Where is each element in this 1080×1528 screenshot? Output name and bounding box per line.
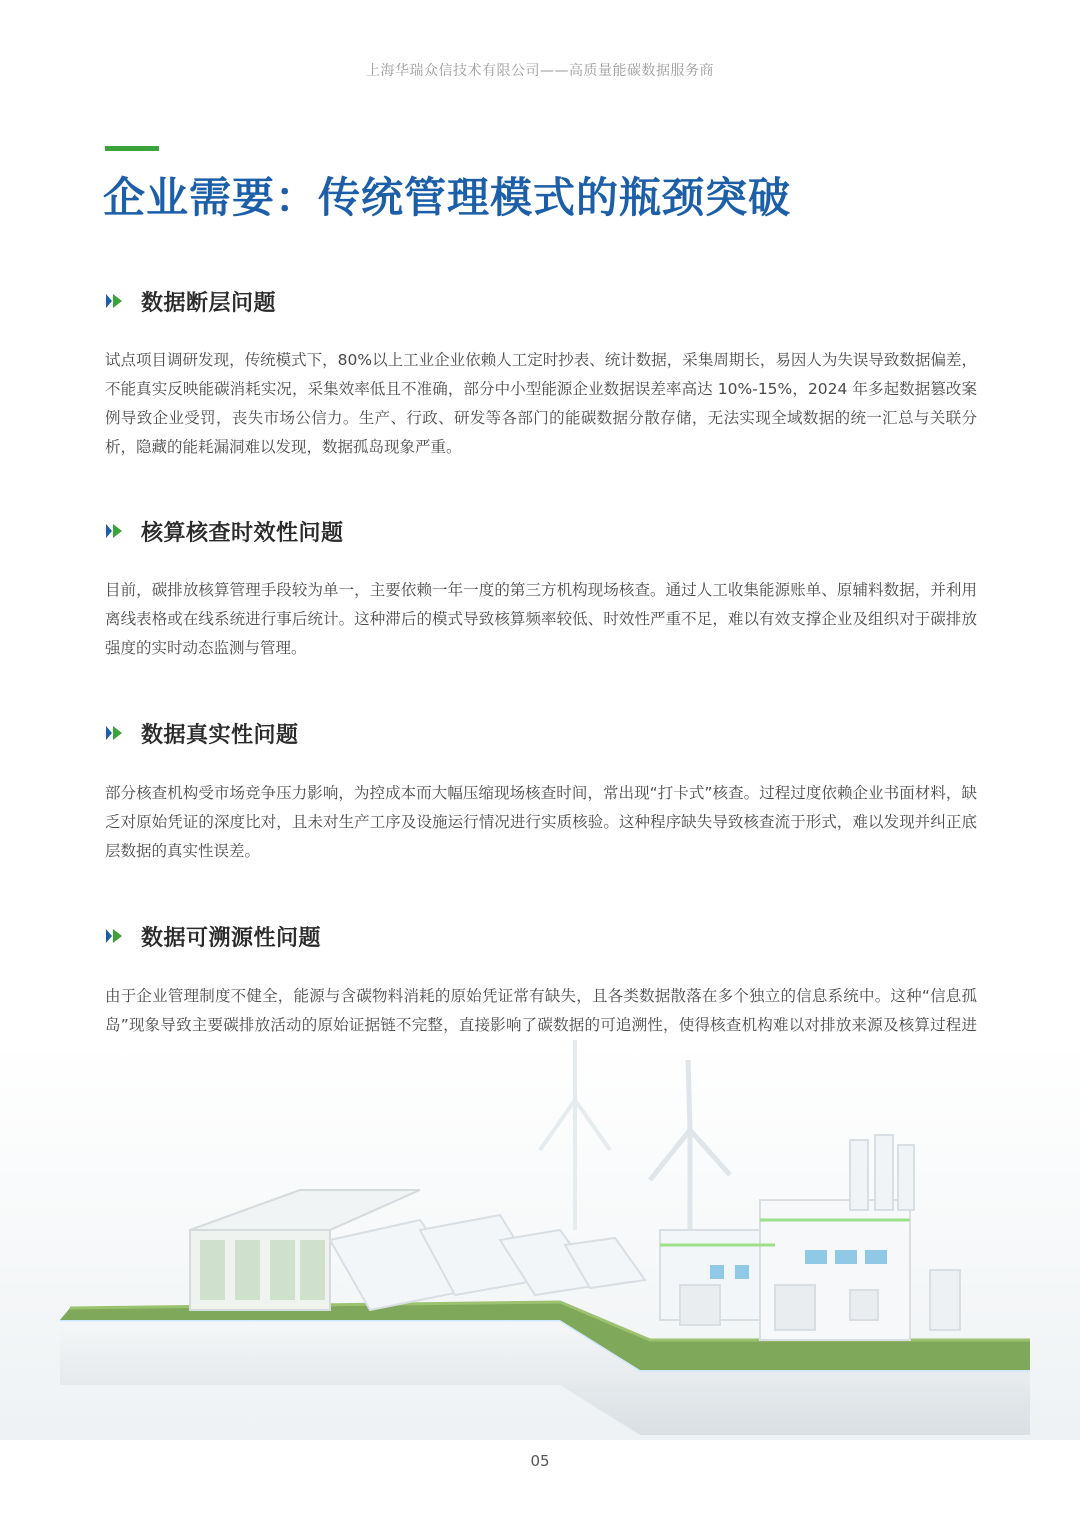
section-body-traceability: 由于企业管理制度不健全，能源与含碳物料消耗的原始凭证常有缺失，且各类数据散落在多个独立的信息系统中。这种“信息孤岛”现象导致主要碳排放活动的原始证据链不完整，直接影响了碳数据的可追溯性，使得核查机构难以对排放来源及核算过程进	[105, 987, 977, 1034]
section-heading-text: 数据断层问题	[141, 290, 277, 316]
section-heading-authenticity	[105, 716, 299, 750]
section-heading-data-gap	[105, 284, 276, 318]
chevron-bullet-icon	[105, 523, 123, 539]
chevron-bullet-icon	[105, 725, 123, 741]
section-heading-text: 核算核查时效性问题	[141, 520, 344, 546]
section-heading-text: 数据真实性问题	[141, 722, 299, 748]
section-heading-text: 数据可溯源性问题	[141, 925, 322, 951]
chevron-bullet-icon	[105, 293, 123, 309]
section-body-timeliness: 目前，碳排放核算管理手段较为单一，主要依赖一年一度的第三方机构现场核查。通过人工收集能源账单、原辅料数据，并利用离线表格或在线系统进行事后统计。这种滞后的模式导致核算频率较低、时效性严重不足，难以有效支撑企业及组织对于碳排放强度的实时动态监测与管理。	[105, 581, 977, 657]
section-body-authenticity: 部分核查机构受市场竞争压力影响，为控成本而大幅压缩现场核查时间，常出现“打卡式”核查。过程过度依赖企业书面材料，缺乏对原始凭证的深度比对，且未对生产工序及设施运行情况进行实质核验。这种程序缺失导致核查流于形式，难以发现并纠正底层数据的真实性误差。	[105, 784, 977, 860]
green-factory-illustration	[0, 1040, 1080, 1440]
chevron-bullet-icon	[105, 928, 123, 944]
title-accent-bar	[105, 146, 159, 151]
page-title: 企业需要：传统管理模式的瓶颈突破	[103, 173, 792, 222]
section-body-data-gap: 试点项目调研发现，传统模式下，80%以上工业企业依赖人工定时抄表、统计数据，采集周期长，易因人为失误导致数据偏差，不能真实反映能碳消耗实况，采集效率低且不准确，部分中小型能源企业数据误差率高达 10%-15%，2024 年多起数据篡改案例导致企业受罚，丧失市场公信力。生产、行政、研发等各部门的能碳数据分散存储，无法实现全域数据的统一汇总与关联分析，隐藏的能耗漏洞难以发现，数据孤岛现象严重。	[105, 351, 977, 456]
running-header: 上海华瑞众信技术有限公司——高质量能碳数据服务商	[366, 63, 714, 79]
section-heading-timeliness	[105, 514, 344, 548]
section-heading-traceability	[105, 919, 321, 953]
page-number: 05	[530, 1452, 550, 1470]
